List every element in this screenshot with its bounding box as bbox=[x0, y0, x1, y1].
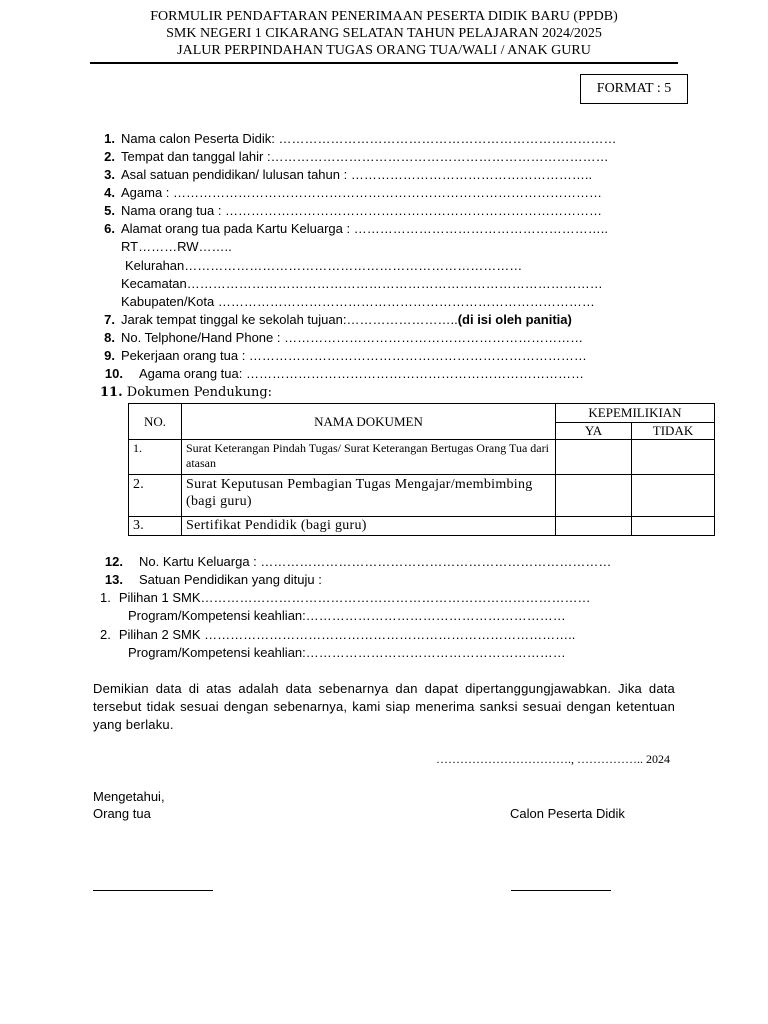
field-2[interactable]: 2. Tempat dan tanggal lahir :…………………………………………………………………… bbox=[104, 149, 609, 164]
checkbox-no[interactable] bbox=[632, 517, 715, 536]
checkbox-yes[interactable] bbox=[556, 517, 632, 536]
header-ownership: KEPEMILIKIAN bbox=[556, 404, 715, 423]
choice-1[interactable]: 1. Pilihan 1 SMK……………………………………………………………………………… bbox=[100, 590, 591, 605]
choice-2-program[interactable]: Program/Kompetensi keahlian:…………………………………………………… bbox=[128, 645, 566, 660]
row-document-name: Surat Keterangan Pindah Tugas/ Surat Keterangan Bertugas Orang Tua dari atasan bbox=[182, 440, 556, 475]
checkbox-yes[interactable] bbox=[556, 475, 632, 517]
field-10[interactable]: 10. Agama orang tua: …………………………………………………………………… bbox=[104, 366, 584, 381]
checkbox-no[interactable] bbox=[632, 475, 715, 517]
row-number: 3. bbox=[129, 517, 182, 536]
row-document-name: Surat Keputusan Pembagian Tugas Mengajar/membimbing (bagi guru) bbox=[182, 475, 556, 517]
date-line[interactable]: ……………………………., …………….. 2024 bbox=[436, 752, 670, 766]
student-signature-line[interactable] bbox=[511, 890, 611, 891]
field-9[interactable]: 9. Pekerjaan orang tua : …………………………………………………………………… bbox=[104, 348, 587, 363]
table-row bbox=[129, 475, 715, 517]
parent-label: Orang tua bbox=[93, 806, 151, 821]
field-1[interactable]: 1. Nama calon Peserta Didik: …………………………………………………………………… bbox=[104, 131, 617, 146]
field-6-kabupaten[interactable]: Kabupaten/Kota …………………………………………………………………………… bbox=[121, 294, 595, 309]
form-header bbox=[90, 8, 678, 59]
field-8[interactable]: 8. No. Telphone/Hand Phone : …………………………………………………………… bbox=[104, 330, 584, 345]
header-yes: YA bbox=[556, 423, 632, 440]
row-document-name: Sertifikat Pendidik (bagi guru) bbox=[182, 517, 556, 536]
header-no-ownership: TIDAK bbox=[632, 423, 715, 440]
parent-signature-line[interactable] bbox=[93, 890, 213, 891]
field-6-rt-rw[interactable]: RT………RW…….. bbox=[121, 239, 232, 254]
row-number: 2. bbox=[129, 475, 182, 517]
header-divider bbox=[90, 62, 678, 64]
checkbox-no[interactable] bbox=[632, 440, 715, 475]
field-6-kecamatan[interactable]: Kecamatan…………………………………………………………………………………… bbox=[121, 276, 603, 291]
format-label: FORMAT : 5 bbox=[580, 74, 688, 104]
choice-1-program[interactable]: Program/Kompetensi keahlian:…………………………………………………… bbox=[128, 608, 566, 623]
header-title: FORMULIR PENDAFTARAN PENERIMAAN PESERTA DIDIK BARU (PPDB) bbox=[150, 9, 618, 24]
field-11: 11. Dokumen Pendukung: bbox=[100, 385, 273, 400]
field-6-kelurahan[interactable]: Kelurahan…………………………………………………………………… bbox=[125, 258, 523, 273]
header-school: SMK NEGERI 1 CIKARANG SELATAN TAHUN PELAJARAN 2024/2025 bbox=[166, 26, 602, 41]
table-row bbox=[129, 517, 715, 536]
table-header-row bbox=[129, 404, 715, 423]
header-doc-name: NAMA DOKUMEN bbox=[182, 404, 556, 440]
documents-table bbox=[128, 403, 715, 536]
field-5[interactable]: 5. Nama orang tua : …………………………………………………………………………… bbox=[104, 203, 603, 218]
field-12[interactable]: 12. No. Kartu Keluarga : ……………………………………………………………………… bbox=[104, 554, 612, 569]
acknowledged-label: Mengetahui, bbox=[93, 789, 165, 804]
header-track: JALUR PERPINDAHAN TUGAS ORANG TUA/WALI / ANAK GURU bbox=[177, 43, 591, 58]
field-6[interactable]: 6. Alamat orang tua pada Kartu Keluarga : ………………………………………………….. bbox=[104, 221, 608, 236]
field-4[interactable]: 4. Agama : ……………………………………………………………………………………… bbox=[104, 185, 603, 200]
field-7[interactable]: 7. Jarak tempat tinggal ke sekolah tujuan:……………………..(di isi oleh panitia) bbox=[104, 312, 572, 327]
field-13: 13. Satuan Pendidikan yang dituju : bbox=[104, 572, 322, 587]
header-no: NO. bbox=[129, 404, 182, 440]
choice-2[interactable]: 2. Pilihan 2 SMK ………………………………………………………………………….. bbox=[100, 627, 576, 642]
checkbox-yes[interactable] bbox=[556, 440, 632, 475]
field-3[interactable]: 3. Asal satuan pendidikan/ lulusan tahun : ……………………………………………….. bbox=[104, 167, 593, 182]
row-number: 1. bbox=[129, 440, 182, 475]
statement: Demikian data di atas adalah data sebenarnya dan dapat dipertanggungjawabkan. Jika data tersebut tidak sesuai dengan sebenarnya, kami siap menerima sanksi sesuai dengan ketentuan yang berlaku. bbox=[93, 681, 675, 732]
committee-note: (di isi oleh panitia) bbox=[457, 312, 572, 327]
student-label: Calon Peserta Didik bbox=[510, 806, 625, 821]
table-row bbox=[129, 440, 715, 475]
